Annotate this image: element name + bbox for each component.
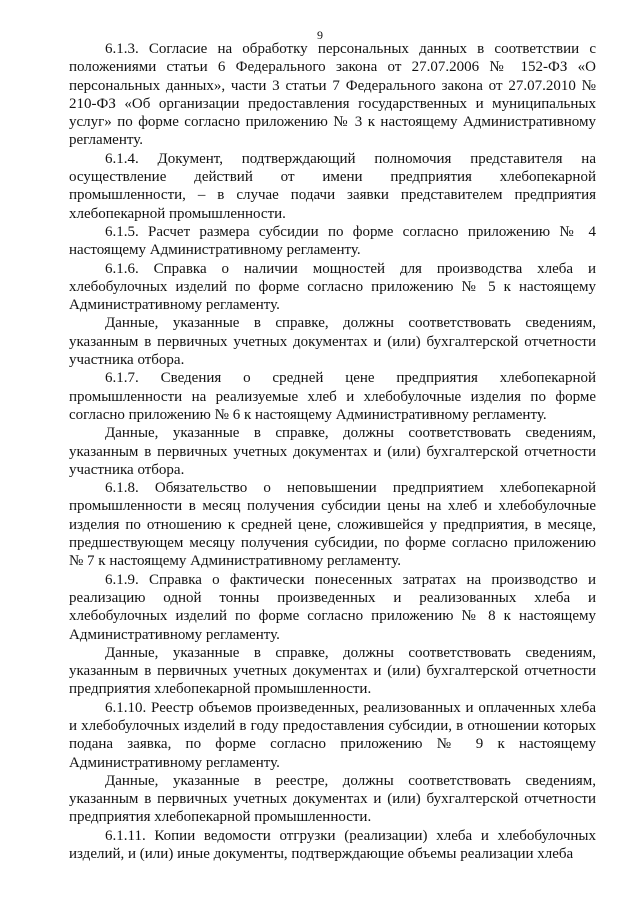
paragraph-6-1-7-note: Данные, указанные в справке, должны соответствовать сведениям, указанным в первичных учетных документах и (или) бухгалтерской отчетности участника отбора.	[69, 425, 596, 478]
paragraph-6-1-3: 6.1.3. Согласие на обработку персональных данных в соответствии с положениями статьи 6 Федерального закона от 27.07.2006 № 152-ФЗ «О персональных данных», части 3 статьи 7 Федерального закона от 27.07.2010 № 210-ФЗ «Об организации предоставления государственных и муниципальных услуг» по форме согласно приложению № 3 к настоящему Административному регламенту.	[69, 41, 596, 149]
paragraph-6-1-8: 6.1.8. Обязательство о неповышении предприятием хлебопекарной промышленности в месяц получения субсидии цены на хлеб и хлебобулочные изделия по отношению к средней цене, сложившейся у предприятия, в месяце, предшествующем месяцу получения субсидии, по форме согласно приложению № 7 к настоящему Административному регламенту.	[69, 480, 596, 570]
paragraph-6-1-11: 6.1.11. Копии ведомости отгрузки (реализации) хлеба и хлебобулочных изделий, и (или) иные документы, подтверждающие объемы реализации хлеба	[69, 827, 596, 863]
page-number: 9	[317, 28, 323, 42]
document-body	[69, 40, 596, 863]
paragraph-6-1-9-note: Данные, указанные в справке, должны соответствовать сведениям, указанным в первичных учетных документах и (или) бухгалтерской отчетности предприятия хлебопекарной промышленности.	[69, 644, 596, 698]
paragraph-6-1-10-note: Данные, указанные в реестре, должны соответствовать сведениям, указанным в первичных учетных документах и (или) бухгалтерской отчетности предприятия хлебопекарной промышленности.	[69, 772, 596, 826]
paragraph-6-1-6-note: Данные, указанные в справке, должны соответствовать сведениям, указанным в первичных учетных документах и (или) бухгалтерской отчетности участника отбора.	[69, 315, 596, 369]
paragraph-6-1-5: 6.1.5. Расчет размера субсидии по форме согласно приложению № 4 настоящему Административному регламенту.	[69, 223, 596, 259]
paragraph-6-1-10: 6.1.10. Реестр объемов произведенных, реализованных и оплаченных хлеба и хлебобулочных изделий в году предоставления субсидии, в отношении которых подана заявка, по форме согласно приложению № 9 к настоящему Административному регламенту.	[69, 699, 596, 771]
paragraph-6-1-6: 6.1.6. Справка о наличии мощностей для производства хлеба и хлебобулочных изделий по форме согласно приложению № 5 к настоящему Административному регламенту.	[69, 260, 596, 314]
paragraph-6-1-4: 6.1.4. Документ, подтверждающий полномочия представителя на осуществление действий от имени предприятия хлебопекарной промышленности, – в случае подачи заявки представителем предприятия хлебопекарной промышленности.	[69, 150, 596, 222]
paragraph-6-1-7: 6.1.7. Сведения о средней цене предприятия хлебопекарной промышленности на реализуемые хлеб и хлебобулочные изделия по форме согласно приложению № 6 к настоящему Административному регламенту.	[69, 370, 596, 423]
paragraph-6-1-9: 6.1.9. Справка о фактически понесенных затратах на производство и реализацию одной тонны произведенных и реализованных хлеба и хлебобулочных изделий по форме согласно приложению № 8 к настоящему Административному регламенту.	[69, 571, 596, 643]
